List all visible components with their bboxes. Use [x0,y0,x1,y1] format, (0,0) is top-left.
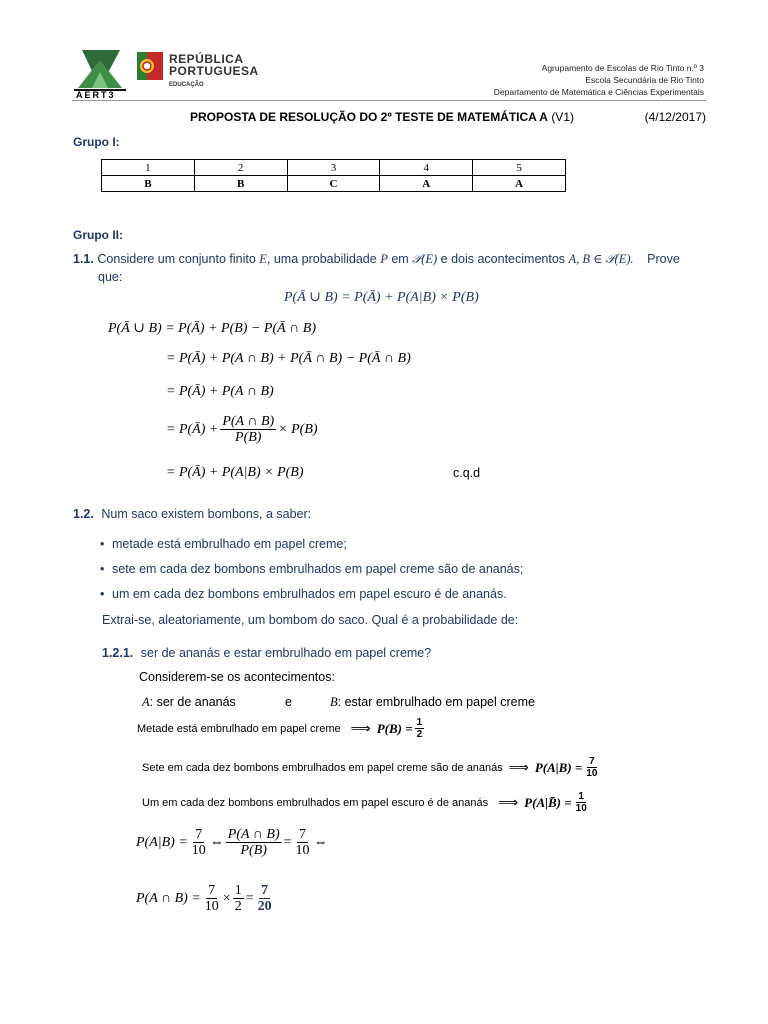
header-divider [72,100,706,101]
fraction-numerator: 7 [589,756,595,767]
fraction [294,827,312,858]
fraction-numerator: 1 [578,791,584,802]
question-1-2 [73,507,311,521]
test-date: (4/12/2017) [644,110,706,124]
question-text: e dois acontecimentos [440,252,566,266]
question-text: que: [98,270,123,284]
answers-table [101,159,566,192]
question-text: Num saco existem bombons, a saber: [101,507,312,521]
school-group: Agrupamento de Escolas de Rio Tinto n.º 3 [541,63,704,73]
times-symbol: × [222,890,231,906]
bullet-icon: • [100,537,105,551]
list-item [100,532,523,557]
proof-term: = P(Ā) + [166,421,219,437]
question-number: 4 [380,160,473,176]
fact-formula: P(B) = [376,720,413,736]
equation-1 [136,827,328,858]
fraction [226,827,282,858]
list-item [100,557,523,582]
fraction [415,717,425,740]
goal-formula: P(Ā ∪ B) = P(Ā) + P(A|B) × P(B) [284,290,479,305]
question-text: ser de ananás e estar embrulhado em papel creme? [140,646,432,660]
fraction-denominator: P(B) [235,430,262,445]
event-and: e [285,695,292,709]
fraction-numerator: 7 [195,827,203,842]
fact-2 [142,756,601,779]
fraction-numerator: 1 [416,717,423,728]
fraction [584,756,599,779]
group2-heading: Grupo II: [73,228,123,242]
fraction-denominator: 20 [257,899,272,914]
question-number: 1.2. [73,507,94,521]
question-text: , uma probabilidade [266,252,377,266]
fraction-denominator: 2 [416,729,423,740]
proof-term: × P(B) [278,421,318,437]
proof-line-5: = P(Ā) + P(A|B) × P(B) [166,465,304,480]
list-item-text: metade está embrulhado em papel creme; [112,537,347,551]
fraction-denominator: P(B) [240,843,267,858]
bullet-icon: • [100,587,105,601]
fraction [220,414,276,445]
list-item-text: sete em cada dez bombons embrulhados em papel creme são de ananás; [112,562,524,576]
fact-3 [142,791,591,814]
table-row [102,160,566,176]
power-set-symbol: 𝒫(E) [412,252,438,266]
fraction-denominator: 10 [575,803,587,814]
question-number: 3 [287,160,380,176]
answer-fraction [256,883,274,914]
prob-symbol: P [380,252,388,266]
implies-symbol: ⟹ [498,794,519,810]
group1-heading: Grupo I: [73,135,120,149]
set-symbol: E [259,252,267,266]
equation-term: P(A|B) = [136,834,188,850]
event-a [142,695,236,710]
school-name: Escola Secundária de Rio Tinto [585,75,704,85]
implies-symbol: ⟹ [508,759,529,775]
equals-symbol: = [245,890,254,906]
fraction [190,827,208,858]
fraction-denominator: 10 [204,899,219,914]
cqd-note: c.q.d [453,466,481,480]
fraction [233,883,244,914]
equals-symbol: = [283,834,292,850]
logo-text: AERT3 [76,90,116,100]
event-b [330,695,535,710]
bullet-icon: • [100,562,105,576]
event-symbol: B [330,695,338,709]
answer-cell: A [380,176,473,192]
fraction-denominator: 10 [586,768,598,779]
fraction-denominator: 2 [234,899,242,914]
extraction-text: Extrai-se, aleatoriamente, um bombom do saco. Qual é a probabilidade de: [102,613,519,627]
school-department: Departamento de Matemática e Ciências Experimentais [493,87,704,97]
bullet-list [100,532,523,607]
fact-formula: P(A|B̄) = [524,794,572,810]
table-row [102,176,566,192]
fraction-denominator: 10 [295,843,310,858]
question-text: Prove [647,252,680,266]
consider-text: Considerem-se os acontecimentos: [139,670,335,684]
gov-name-line1: REPÚBLICA [169,52,244,66]
question-text: em [391,252,409,266]
gov-ministry: EDUCAÇÃO [169,82,204,88]
fraction-numerator: P(A ∩ B) [222,414,275,429]
question-text: Considere um conjunto finito [97,252,256,266]
school-info [494,62,704,98]
fraction-numerator: 7 [261,883,269,898]
event-text: : ser de ananás [149,695,236,709]
fraction-denominator: 10 [191,843,206,858]
portugal-emblem-icon [137,52,163,80]
fact-text: Metade está embrulhado em papel creme [137,722,341,735]
question-number: 5 [473,160,566,176]
question-1-1 [73,251,680,267]
page-title [190,110,574,124]
answer-cell: A [473,176,566,192]
title-version: (V1) [551,110,574,124]
proof-line-2: = P(Ā) + P(A ∩ B) + P(Ā ∩ B) − P(Ā ∩ B) [166,351,411,366]
question-number: 1.2.1. [102,646,134,660]
answer-cell: C [287,176,380,192]
event-symbol: A [142,695,150,709]
fraction [574,791,589,814]
proof-line-3: = P(Ā) + P(A ∩ B) [166,384,274,399]
fraction-numerator: 7 [299,827,307,842]
question-number: 2 [194,160,287,176]
list-item [100,582,523,607]
fact-text: Um em cada dez bombons embrulhados em papel escuro é de ananás [142,796,489,809]
proof-line-1: P(Ā ∪ B) = P(Ā) + P(B) − P(Ā ∩ B) [108,321,316,336]
fact-1 [137,717,426,740]
fraction-numerator: P(A ∩ B) [227,827,280,842]
fact-formula: P(A|B) = [534,759,583,775]
fact-text: Sete em cada dez bombons embrulhados em papel creme são de ananás [142,761,503,774]
equation-term: P(A ∩ B) = [136,890,201,906]
list-item-text: um em cada dez bombons embrulhados em papel escuro é de ananás. [112,587,507,601]
question-1-2-1 [102,646,431,660]
gov-name-line2: PORTUGUESA [169,64,259,78]
answer-cell: B [194,176,287,192]
implies-symbol: ⟹ [350,720,371,736]
school-logo [72,44,128,100]
fraction-numerator: 7 [208,883,216,898]
iff-symbol: ⇔ [313,834,328,850]
iff-symbol: ⇔ [209,834,224,850]
question-number: 1 [102,160,195,176]
event-text: : estar embrulhado em papel creme [337,695,535,709]
fraction-numerator: 1 [234,883,242,898]
events-symbol: A, B ∈ 𝒫(E). [568,252,634,266]
question-number: 1.1. [73,252,94,266]
answer-cell: B [102,176,195,192]
equation-2 [136,883,276,914]
title-text: PROPOSTA DE RESOLUÇÃO DO 2º TESTE DE MATEMÁTICA A [190,110,548,124]
proof-line-4 [166,414,318,445]
fraction [203,883,221,914]
